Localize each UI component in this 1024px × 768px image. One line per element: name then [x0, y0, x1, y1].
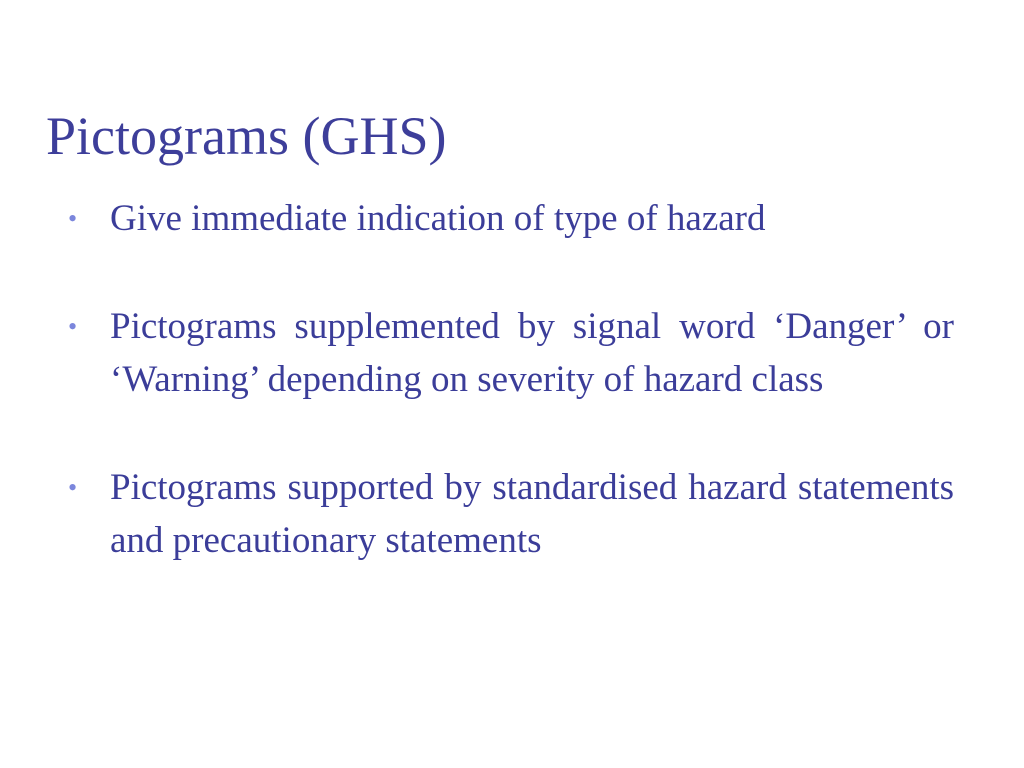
list-item: [68, 461, 954, 567]
bullet-list: [68, 192, 954, 567]
bullet-text: Pictograms supported by standardised hazard statements and precautionary statements: [110, 467, 954, 561]
bullet-text: Give immediate indication of type of hazard: [110, 198, 766, 239]
bullet-icon: •: [68, 312, 78, 341]
list-item: [68, 300, 954, 406]
bullet-text: Pictograms supplemented by signal word ‘Danger’ or ‘Warning’ depending on severity of hazard class: [110, 306, 954, 400]
list-item: [68, 192, 954, 245]
bullet-icon: •: [68, 204, 78, 233]
slide-title: Pictograms (GHS): [46, 106, 447, 167]
bullet-icon: •: [68, 473, 78, 502]
